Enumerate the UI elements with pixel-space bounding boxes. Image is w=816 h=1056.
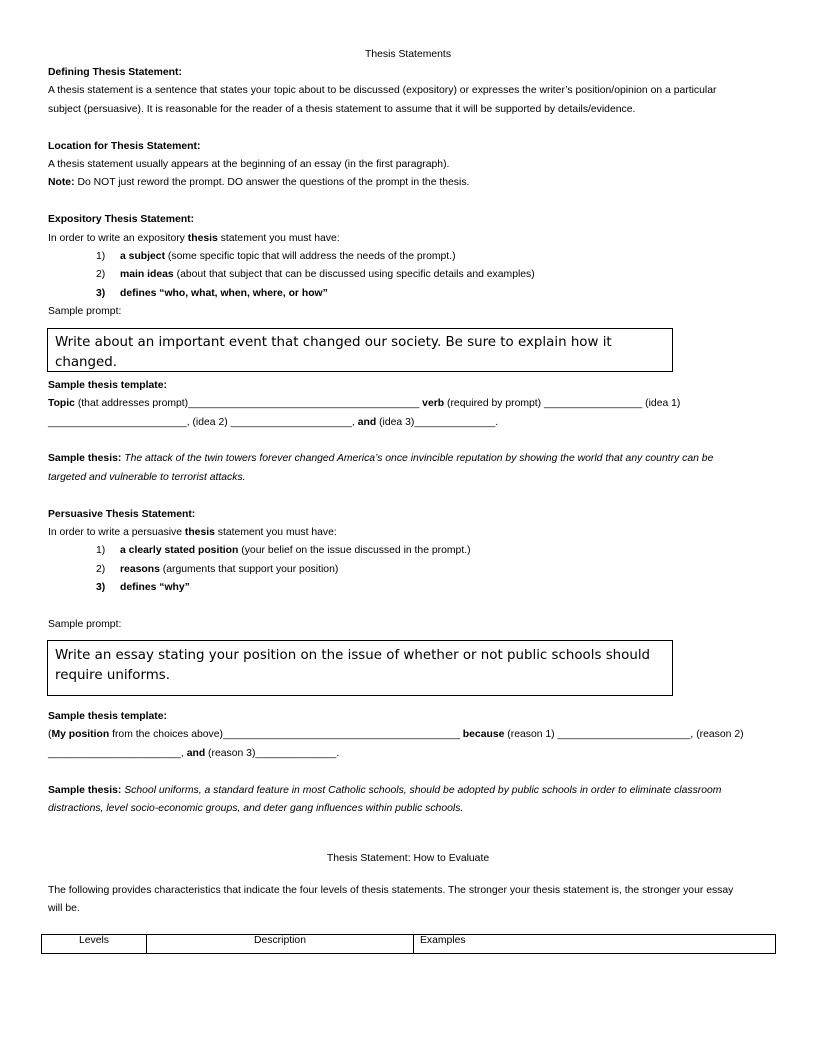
page-title: Thesis Statements	[364, 49, 452, 60]
intro-text: statement you must have:	[217, 233, 340, 244]
sample-thesis-text: School uniforms, a standard feature in most Catholic schools, should be adopted by public schools in order to eliminate classroom	[121, 785, 722, 796]
template-text: (idea 3)______________.	[376, 417, 499, 428]
list-item-bold: a subject	[120, 251, 166, 262]
column-header-examples: Examples	[414, 935, 776, 954]
template-bold: and	[186, 748, 206, 759]
persuasive-sample-prompt-box	[47, 640, 673, 696]
template-text: (	[48, 729, 52, 740]
template-bold: and	[357, 417, 377, 428]
template-bold: verb	[422, 398, 445, 409]
template-text: (reason 1) _______________________, (reason 2)	[504, 729, 744, 740]
list-item-text: (your belief on the issue discussed in the prompt.)	[238, 545, 471, 556]
expository-item-3	[96, 287, 328, 300]
expository-template-heading: Sample thesis template:	[48, 380, 167, 391]
template-bold: My position	[51, 729, 110, 740]
table-header-row	[42, 935, 776, 954]
template-text: _______________________,	[48, 748, 187, 759]
intro-bold: thesis	[184, 527, 215, 538]
persuasive-template-line1	[48, 728, 744, 741]
sample-thesis-label: Sample thesis:	[48, 785, 122, 796]
persuasive-heading: Persuasive Thesis Statement:	[48, 509, 196, 520]
template-bold: Topic	[48, 398, 75, 409]
persuasive-sample-prompt-line2: require uniforms.	[55, 668, 171, 683]
list-number: 2)	[96, 269, 106, 280]
template-text: (required by prompt) _________________ (idea 1)	[444, 398, 681, 409]
list-number: 3)	[96, 582, 106, 593]
expository-item-2	[96, 268, 535, 281]
persuasive-item-3	[96, 581, 190, 594]
template-text: (reason 3)______________.	[205, 748, 340, 759]
intro-text: In order to write an expository	[48, 233, 188, 244]
template-bold: because	[462, 729, 505, 740]
list-number: 3)	[96, 288, 106, 299]
expository-template-line2	[48, 416, 498, 429]
list-item-bold: main ideas	[120, 269, 174, 280]
column-header-levels: Levels	[42, 935, 147, 954]
list-item-text: (some specific topic that will address the needs of the prompt.)	[165, 251, 456, 262]
expository-template-line1	[48, 397, 680, 410]
evaluate-text-line2: will be.	[48, 903, 80, 914]
location-heading: Location for Thesis Statement:	[48, 141, 201, 152]
sample-thesis-label: Sample thesis:	[48, 453, 122, 464]
sample-thesis-text: The attack of the twin towers forever changed America’s once invincible reputation by showing the world that any country can be	[121, 453, 714, 464]
levels-table	[41, 934, 776, 954]
persuasive-intro	[48, 526, 337, 539]
list-number: 1)	[96, 251, 106, 262]
template-text: ________________________, (idea 2) _____________________,	[48, 417, 358, 428]
location-note	[48, 176, 469, 189]
expository-intro	[48, 232, 340, 245]
expository-sample-prompt: Write about an important event that changed our society. Be sure to explain how it changed.	[55, 335, 612, 370]
persuasive-sample-prompt-label: Sample prompt:	[48, 619, 122, 630]
location-text: A thesis statement usually appears at the beginning of an essay (in the first paragraph).	[48, 159, 450, 170]
persuasive-sample-prompt-line1: Write an essay stating your position on the issue of whether or not public schools should	[55, 648, 651, 663]
list-number: 2)	[96, 564, 106, 575]
persuasive-template-line2	[48, 747, 339, 760]
expository-item-1	[96, 250, 456, 263]
persuasive-sample-thesis-line1	[48, 784, 721, 797]
expository-sample-prompt-label: Sample prompt:	[48, 306, 122, 317]
expository-sample-thesis-line1	[48, 452, 713, 465]
persuasive-item-2	[96, 563, 338, 576]
intro-text: statement you must have:	[214, 527, 337, 538]
list-item-text: (arguments that support your position)	[159, 564, 339, 575]
expository-heading: Expository Thesis Statement:	[48, 214, 195, 225]
list-item-bold: defines “why”	[120, 582, 190, 593]
defining-heading: Defining Thesis Statement:	[48, 67, 182, 78]
persuasive-template-heading: Sample thesis template:	[48, 711, 167, 722]
evaluate-text-line1: The following provides characteristics that indicate the four levels of thesis statements. The stronger your thesis statement is, the stronger your essay	[48, 885, 734, 896]
column-header-description: Description	[147, 935, 414, 954]
list-item-bold: a clearly stated position	[120, 545, 239, 556]
defining-text-line1: A thesis statement is a sentence that states your topic about to be discussed (expository) or expresses the writer’s position/opinion on a particular	[48, 85, 717, 96]
template-text: (that addresses prompt)________________________________________	[74, 398, 423, 409]
list-item-text: (about that subject that can be discussed using specific details and examples)	[173, 269, 535, 280]
persuasive-sample-thesis-line2: distractions, level socio-economic groups, and deter gang influences within public schools.	[48, 803, 464, 814]
persuasive-item-1	[96, 544, 471, 557]
intro-text: In order to write a persuasive	[48, 527, 185, 538]
evaluate-heading: Thesis Statement: How to Evaluate	[326, 853, 490, 864]
list-number: 1)	[96, 545, 106, 556]
expository-sample-thesis-line2: targeted and vulnerable to terrorist attacks.	[48, 472, 246, 483]
intro-bold: thesis	[187, 233, 218, 244]
expository-sample-prompt-box	[47, 328, 673, 372]
note-label: Note:	[48, 177, 75, 188]
list-item-bold: reasons	[120, 564, 160, 575]
list-item-bold: defines “who, what, when, where, or how”	[120, 288, 328, 299]
defining-text-line2: subject (persuasive). It is reasonable for the reader of a thesis statement to assume that it will be supported by details/evidence.	[48, 104, 636, 115]
template-text: from the choices above)_________________________________________	[109, 729, 463, 740]
note-text: Do NOT just reword the prompt. DO answer the questions of the prompt in the thesis.	[74, 177, 470, 188]
